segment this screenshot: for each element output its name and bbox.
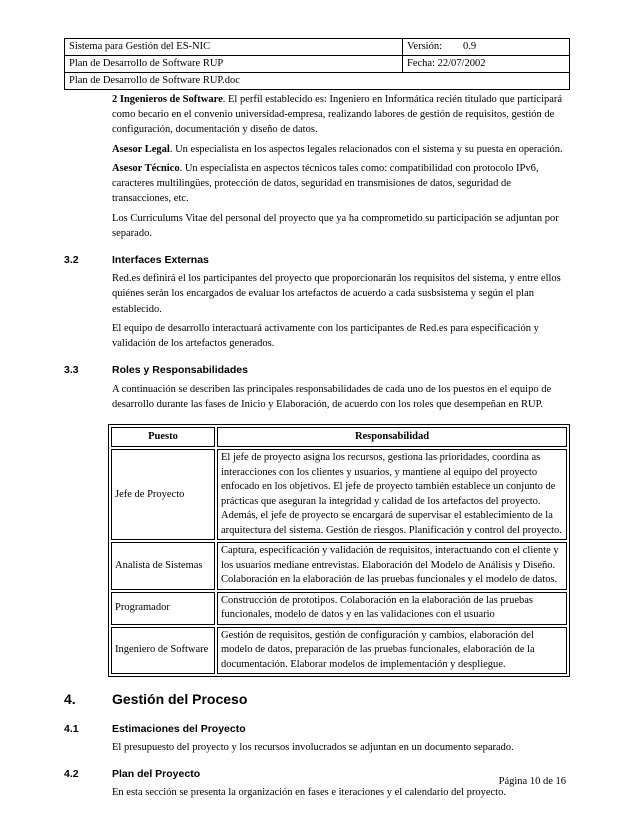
section-number: 3.3 — [64, 364, 79, 377]
section-number: 4.2 — [64, 767, 79, 780]
cell-puesto: Jefe de Proyecto — [111, 449, 215, 540]
section-title: Interfaces Externas — [112, 253, 209, 266]
paragraph-ingenieros — [112, 92, 570, 138]
role-name: 2 Ingenieros de Software — [112, 94, 223, 105]
column-header-puesto: Puesto — [111, 427, 215, 447]
role-description: . El perfil establecido es: Ingeniero en Informática recién titulado que participará como becario en el convenio universidad-empresa, realizando labores de gestión de requisitos, gestión de configuración, documentación y diseño de datos. — [112, 94, 563, 136]
section-number: 4.1 — [64, 722, 79, 735]
role-name: Asesor Técnico — [112, 162, 180, 174]
header-row — [65, 56, 570, 73]
paragraph-curriculums: Los Curriculums Vitae del personal del proyecto que ya ha comprometido su participación se adjuntan por separado. — [112, 212, 559, 239]
header-row — [65, 39, 570, 56]
header-version: Versión: 0.9 — [403, 39, 570, 56]
page-content — [64, 92, 570, 804]
section-heading-roles — [64, 363, 570, 378]
section-heading-plan — [64, 767, 570, 782]
section-number: 3.2 — [64, 253, 79, 266]
cell-puesto: Analista de Sistemas — [111, 542, 215, 589]
table-row — [111, 449, 567, 540]
role-name: Asesor Legal — [112, 143, 170, 155]
cell-responsabilidad: Gestión de requisitos, gestión de configuración y cambios, elaboración del modelo de datos, preparación de las pruebas funcionales, elaboración de la documentación. Elaborar modelos de implementación y despliegue. — [217, 627, 567, 674]
section-heading-interfaces — [64, 253, 570, 268]
chapter-number: 4. — [64, 691, 76, 708]
table-header-row — [111, 427, 567, 447]
document-header-table — [64, 38, 570, 90]
header-row — [65, 73, 570, 90]
header-plan-name: Plan de Desarrollo de Software RUP — [65, 56, 403, 73]
role-description: . Un especialista en los aspectos legales relacionados con el sistema y su puesta en operación. — [169, 143, 563, 155]
cell-puesto: Ingeniero de Software — [111, 627, 215, 674]
section-title: Roles y Responsabilidades — [112, 364, 248, 377]
paragraph-roles-intro: A continuación se describen las principales responsabilidades de cada uno de los puestos en el equipo de desarrollo durante las fases de Inicio y Elaboración, de acuerdo con los roles que desempeñan en RUP. — [112, 383, 552, 410]
table-row — [111, 542, 567, 589]
role-description: . Un especialista en aspectos técnicos tales como: compatibilidad con protocolo IPv6, caracteres multilingües, protección de datos, seguridad en transmisiones de datos, seguridad de transacciones, etc. — [112, 162, 539, 205]
cell-responsabilidad: Captura, especificación y validación de requisitos, interactuando con el cliente y los usuarios mediane entrevistas. Elaboración del Modelo de Análisis y Diseño. Colaboración en la elaboración de las pruebas funcionales y el modelo de datos. — [217, 542, 567, 589]
cell-responsabilidad: Construcción de prototipos. Colaboración en la elaboración de las pruebas funcionales, modelo de datos y en las validaciones con el usuario — [217, 592, 567, 625]
paragraph-asesor-legal — [112, 142, 570, 157]
header-file-name: Plan de Desarrollo de Software RUP.doc — [65, 73, 570, 90]
section-title: Plan del Proyecto — [112, 767, 201, 780]
roles-table — [108, 424, 570, 677]
column-header-responsabilidad: Responsabilidad — [217, 427, 567, 447]
page-number: Página 10 de 16 — [498, 776, 566, 787]
paragraph-plan: En esta sección se presenta la organización en fases e iteraciones y el calendario del proyecto. — [112, 787, 506, 799]
header-date: Fecha: 22/07/2002 — [403, 56, 570, 73]
header-system-name: Sistema para Gestión del ES-NIC — [65, 39, 403, 56]
table-row — [111, 627, 567, 674]
cell-responsabilidad: El jefe de proyecto asigna los recursos, gestiona las prioridades, coordina as interacciones con los clientes y usuarios, y mantiene al equipo del proyecto enfocado en los objetivos. El jefe de proyecto también establece un conjunto de prácticas que aseguran la integridad y calidad de los artefactos del proyecto. Además, el jefe de proyecto se encargará de supervisar el establecimiento de la arquitectura del sistema. Gestión de riesgos. Planificación y control del proyecto. — [217, 449, 567, 540]
paragraph-interfaces-1: Red.es definirá el los participantes del proyecto que proporcionarán los requisitos del sistema, y entre ellos quiénes serán los encargados de evaluar los artefactos de acuerdo a cada susbsistema y según el plan establecido. — [112, 273, 561, 315]
table-row — [111, 592, 567, 625]
paragraph-interfaces-2: El equipo de desarrollo interactuará activamente con los participantes de Red.es para especificación y validación de los artefactos generados. — [112, 322, 539, 350]
section-heading-estimaciones — [64, 722, 570, 737]
section-title: Estimaciones del Proyecto — [112, 722, 246, 735]
paragraph-estimaciones: El presupuesto del proyecto y los recursos involucrados se adjuntan en un documento separado. — [112, 741, 514, 753]
cell-puesto: Programador — [111, 592, 215, 625]
chapter-heading-gestion — [64, 689, 570, 709]
chapter-title: Gestión del Proceso — [112, 691, 248, 708]
paragraph-asesor-tecnico — [112, 161, 570, 207]
